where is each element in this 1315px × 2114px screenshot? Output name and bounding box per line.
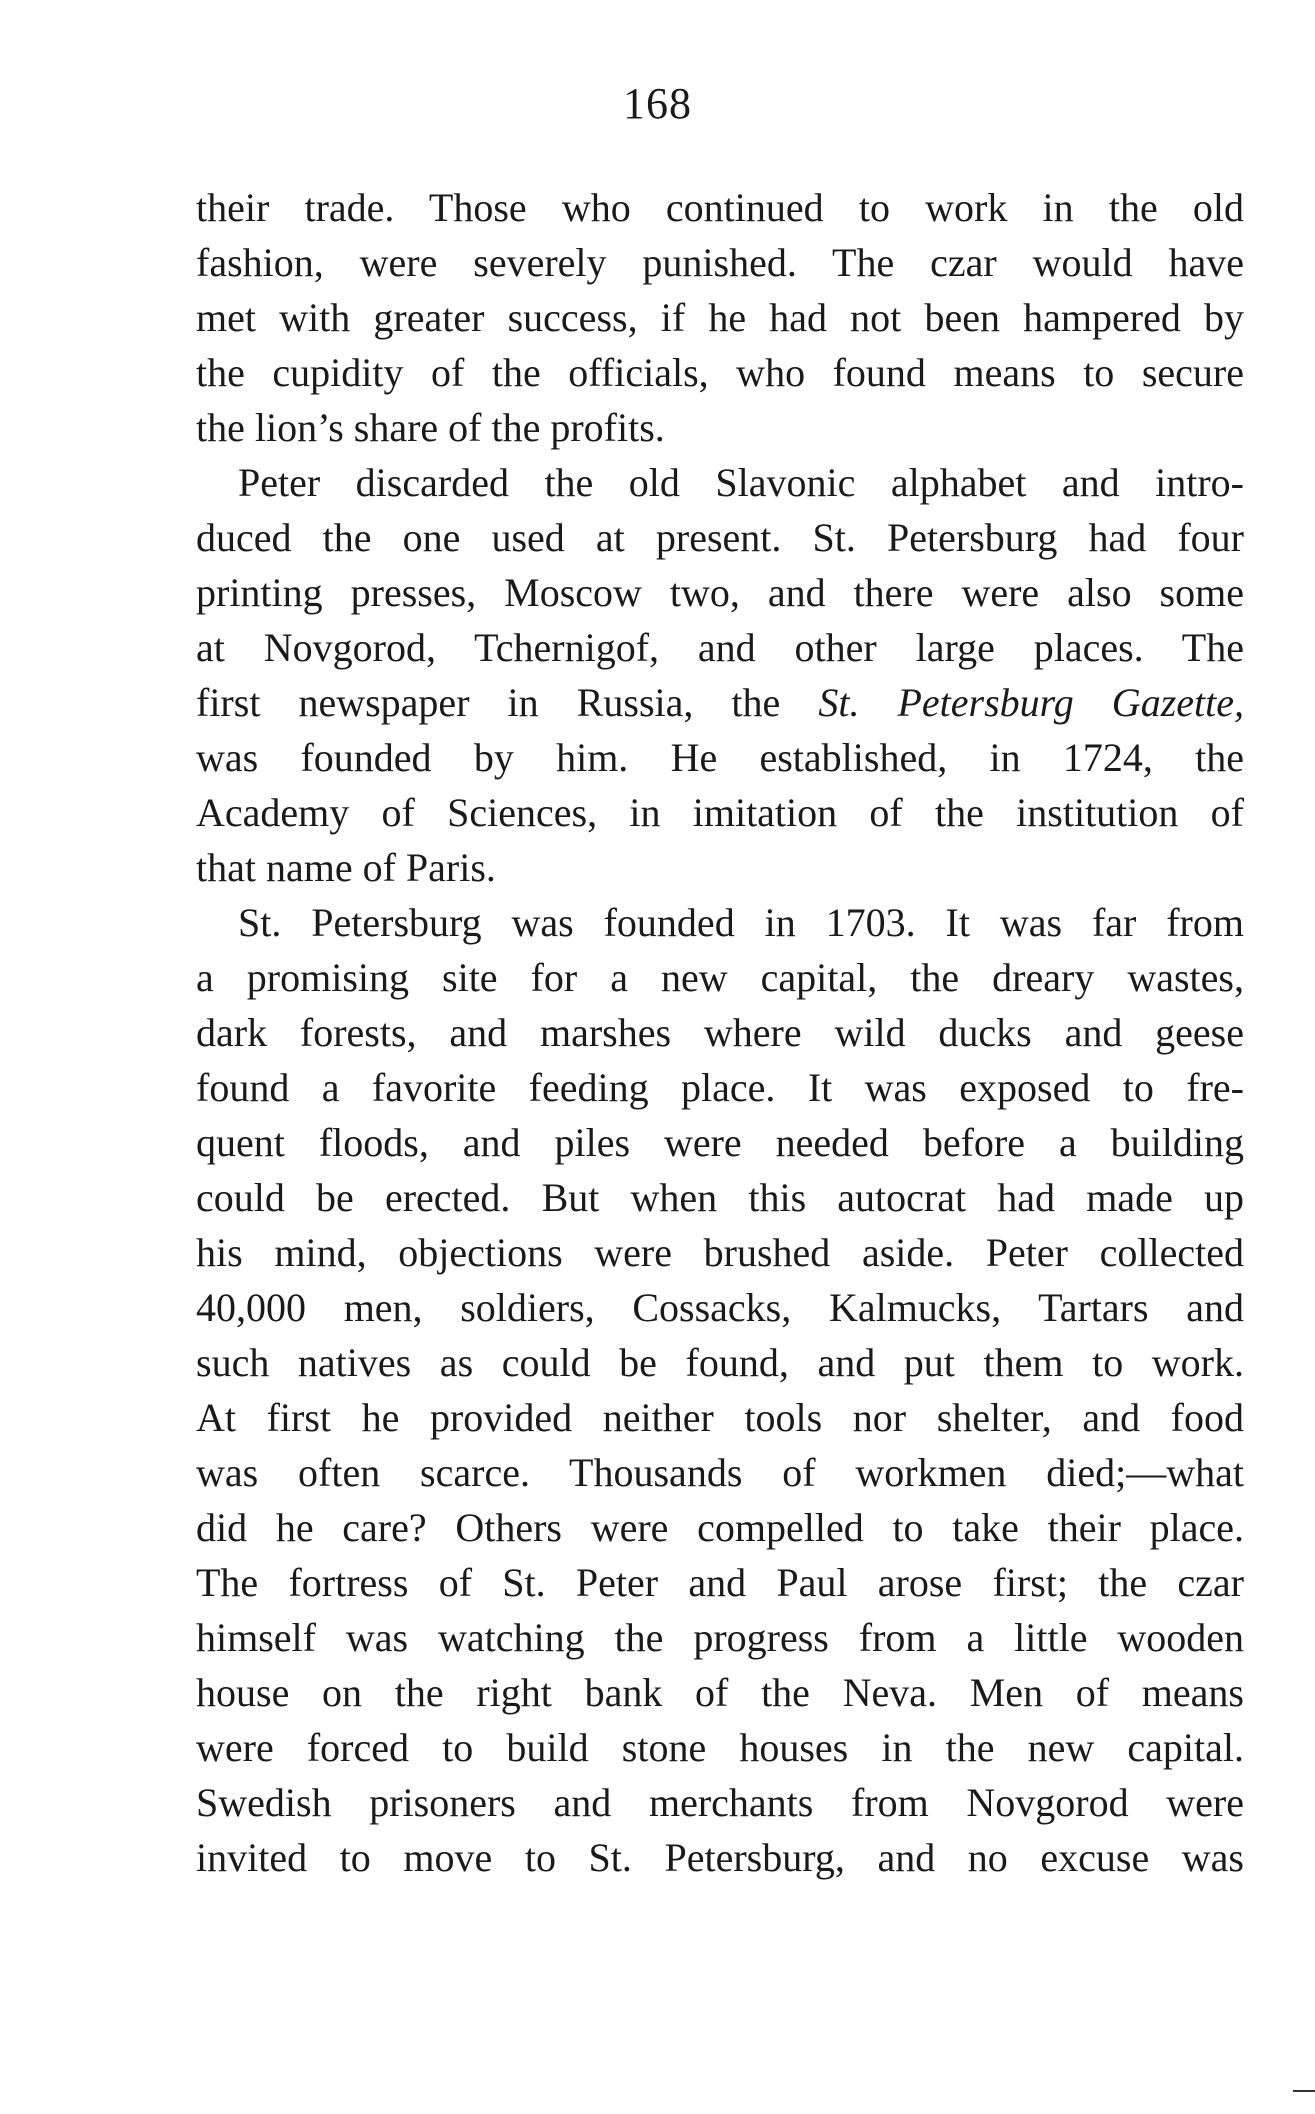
text-line: met with greater success, if he had not been hampered by <box>196 295 1244 340</box>
text-line: his mind, objections were brushed aside. Peter collected <box>196 1230 1244 1275</box>
text-line: at Novgorod, Tchernigof, and other large places. The <box>196 625 1244 670</box>
text-line: was often scarce. Thousands of workmen died;—what <box>196 1450 1244 1495</box>
text-line: quent floods, and piles were needed before a building <box>196 1120 1244 1165</box>
text-line: their trade. Those who continued to work in the old <box>196 185 1244 230</box>
text-line: was founded by him. He established, in 1724, the <box>196 735 1244 780</box>
text-line: house on the right bank of the Neva. Men of means <box>196 1670 1244 1715</box>
text-line <box>196 675 1244 730</box>
body-text <box>196 180 1244 1885</box>
text-line: invited to move to St. Petersburg, and no excuse was <box>196 1835 1244 1880</box>
text-run: first newspaper in Russia, the <box>196 680 819 725</box>
text-line: Peter discarded the old Slavonic alphabet and intro- <box>238 460 1244 505</box>
text-line: St. Petersburg was founded in 1703. It was far from <box>238 900 1244 945</box>
text-line: found a favorite feeding place. It was exposed to fre- <box>196 1065 1244 1110</box>
text-line: At first he provided neither tools nor shelter, and food <box>196 1395 1244 1440</box>
text-line: such natives as could be found, and put them to work. <box>196 1340 1244 1385</box>
text-line: Academy of Sciences, in imitation of the institution of <box>196 790 1244 835</box>
text-line: did he care? Others were compelled to take their place. <box>196 1505 1244 1550</box>
text-line: a promising site for a new capital, the dreary wastes, <box>196 955 1244 1000</box>
text-line: 40,000 men, soldiers, Cossacks, Kalmucks, Tartars and <box>196 1285 1244 1330</box>
text-line: Swedish prisoners and merchants from Novgorod were <box>196 1780 1244 1825</box>
text-line: were forced to build stone houses in the new capital. <box>196 1725 1244 1770</box>
text-line: the lion’s share of the profits. <box>196 405 665 450</box>
text-line: the cupidity of the officials, who found means to secure <box>196 350 1244 395</box>
text-line: duced the one used at present. St. Petersburg had four <box>196 515 1244 560</box>
text-line: fashion, were severely punished. The czar would have <box>196 240 1244 285</box>
text-line: that name of Paris. <box>196 845 496 890</box>
text-line: could be erected. But when this autocrat had made up <box>196 1175 1244 1220</box>
italic-title: St. Petersburg Gazette, <box>818 680 1244 725</box>
page-edge-mark <box>1293 2090 1315 2092</box>
text-line: dark forests, and marshes where wild ducks and geese <box>196 1010 1244 1055</box>
text-line: printing presses, Moscow two, and there were also some <box>196 570 1244 615</box>
page-number: 168 <box>623 79 692 128</box>
text-line: himself was watching the progress from a little wooden <box>196 1615 1244 1660</box>
text-line: The fortress of St. Peter and Paul arose first; the czar <box>196 1560 1244 1605</box>
